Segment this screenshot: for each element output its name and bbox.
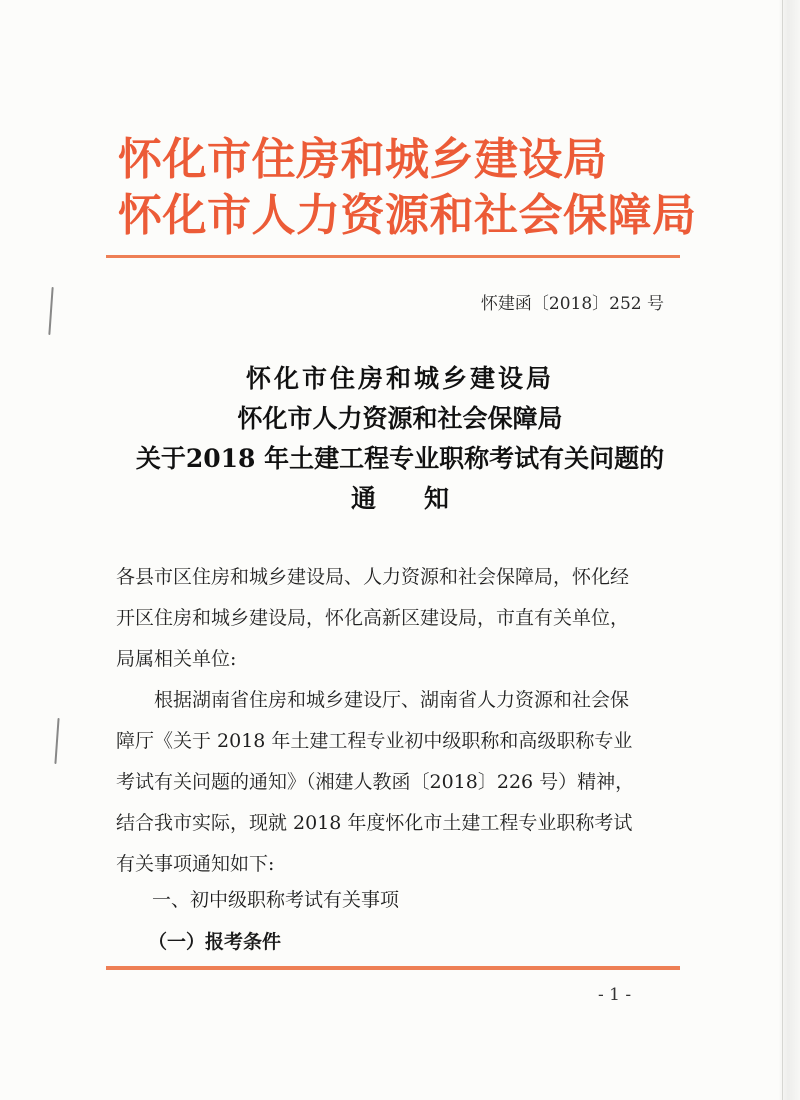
scan-mark [54, 718, 59, 764]
body-line: 开区住房和城乡建设局，怀化高新区建设局，市直有关单位， [116, 607, 630, 629]
body-line: 考试有关问题的通知》（湘建人教函〔2018〕226 号）精神， [116, 771, 635, 793]
letterhead-org-2: 怀化市人力资源和社会保障局 [118, 190, 697, 241]
body-line: 各县市区住房和城乡建设局、人力资源和社会保障局，怀化经 [116, 566, 630, 588]
body-line: 有关事项通知如下: [116, 853, 275, 875]
letterhead-rule [106, 255, 680, 258]
body-line: 局属相关单位: [116, 648, 237, 670]
scan-mark [48, 287, 53, 335]
page-number: - 1 - [598, 985, 632, 1005]
letterhead-org-1: 怀化市住房和城乡建设局 [118, 134, 608, 185]
title-line-1: 怀化市住房和城乡建设局 [245, 364, 554, 393]
title-line-3: 关于2018 年土建工程专业职称考试有关问题的 [135, 444, 665, 473]
footer-rule [106, 966, 680, 970]
document-number: 怀建函〔2018〕252 号 [480, 294, 664, 314]
subsection-heading: （一）报考条件 [148, 931, 282, 953]
title-line-4: 通知 [350, 484, 497, 513]
body-line: 障厅《关于 2018 年土建工程专业初中级职称和高级职称专业 [116, 730, 633, 752]
section-heading: 一、初中级职称考试有关事项 [152, 889, 400, 911]
title-line-2: 怀化市人力资源和社会保障局 [237, 404, 563, 433]
body-line: 结合我市实际，现就 2018 年度怀化市土建工程专业职称考试 [116, 812, 633, 834]
body-line: 根据湖南省住房和城乡建设厅、湖南省人力资源和社会保 [116, 689, 630, 711]
scan-edge-shadow [778, 0, 800, 1100]
